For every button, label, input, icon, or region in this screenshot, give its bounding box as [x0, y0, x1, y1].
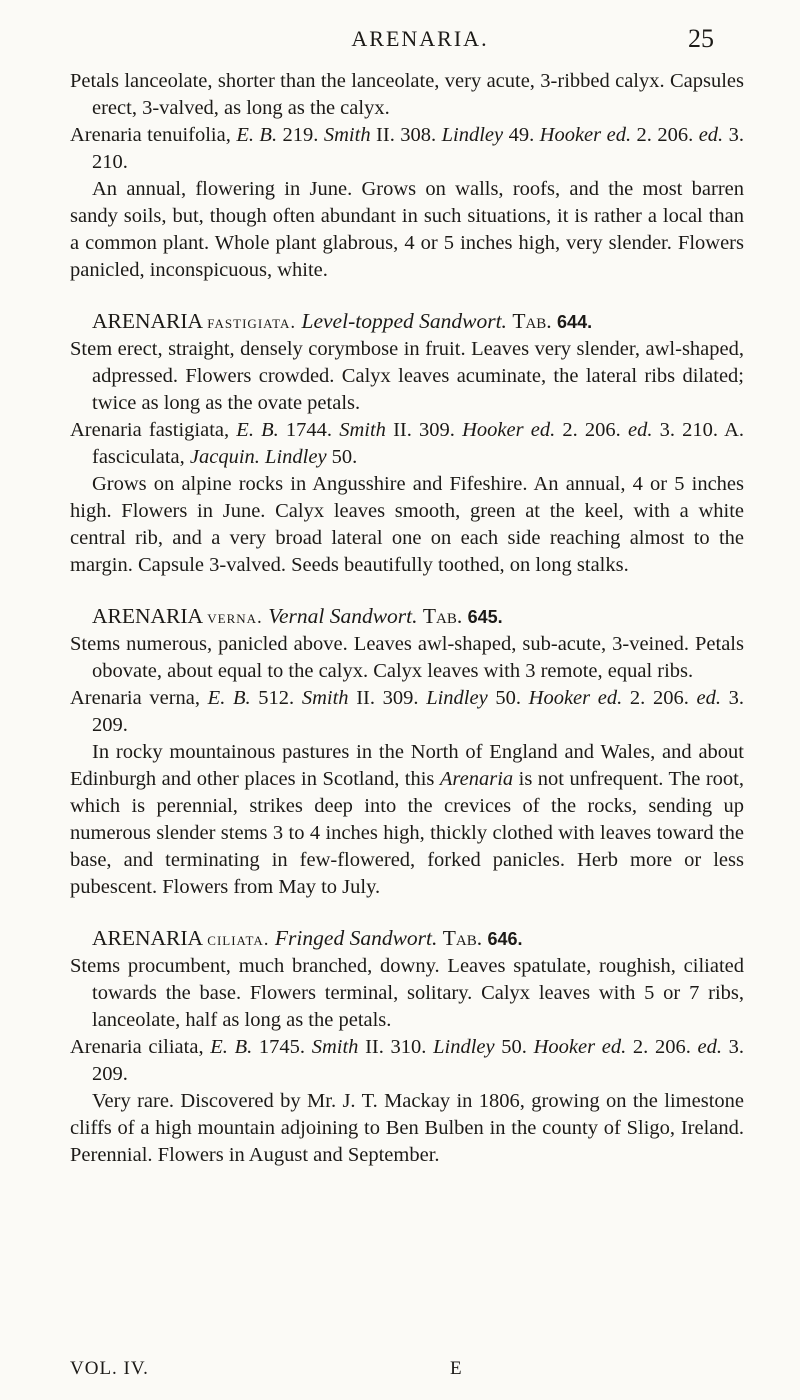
text-run: ed. [697, 1036, 722, 1058]
text-run: 49. [503, 124, 540, 146]
running-title: ARENARIA. [351, 26, 489, 51]
text-run: Lindley [265, 446, 327, 468]
text-run: 2. 206. [626, 1036, 698, 1058]
page-footer [70, 1358, 744, 1386]
text-run: Smith [311, 1036, 359, 1058]
tab-label: Tab. [442, 926, 483, 950]
species-description: Stems procumbent, much branched, downy. Leaves spatulate, roughish, ciliated towards the base. Flowers terminal, solitary. Calyx leaves with 5 or 7 ribs, lanceolate, half as long as the petals. [70, 955, 744, 1031]
text-run: 2. 206. [622, 687, 697, 709]
text-run: 1745. [252, 1036, 312, 1058]
common-name: Vernal Sandwort. [268, 604, 418, 628]
text-run: Hooker ed. [528, 687, 623, 709]
genus-name: ARENARIA [92, 604, 202, 628]
text-run: II. 309. [348, 687, 427, 709]
text-run: ed. [698, 124, 724, 146]
signature-mark: E [450, 1358, 462, 1379]
text-run: is not unfrequent. The root, which is perennial, strikes deep into the crevices of the rocks, sending up numerous slender stems 3 to 4 inches high, thickly clothed with leaves toward the base, and terminating in few-flowered, forked panicles. Herb more or less pubescent. Flowers from May to July. [70, 768, 744, 898]
tenuifolia-description: Petals lanceolate, shorter than the lanceolate, very acute, 3-ribbed calyx. Capsules erect, 3-valved, as long as the calyx. [70, 70, 744, 119]
text-run: 50. [326, 446, 358, 468]
species-description: Stem erect, straight, densely corymbose in fruit. Leaves very slender, awl-shaped, adpressed. Flowers crowded. Calyx leaves acuminate, the lateral ribs dilated; twice as long as the ovate petals. [70, 338, 744, 414]
species-heading [70, 925, 744, 953]
text-run: Hooker ed. [462, 419, 556, 441]
tenuifolia-notes: An annual, flowering in June. Grows on walls, roofs, and the most barren sandy soils, but, though often abundant in such situations, it is rather a local than a common plant. Whole plant glabrous, 4 or 5 inches high, very slender. Flowers panicled, inconspicuous, white. [70, 178, 744, 281]
tab-label: Tab. [512, 309, 552, 333]
tab-label: Tab. [422, 604, 463, 628]
text-run: Arenaria ciliata, [70, 1036, 211, 1058]
text-run: 2. 206. [555, 419, 628, 441]
text-run: 3. 210. A. fasciculata, [92, 419, 744, 468]
text-run: E. B. [236, 419, 279, 441]
text-run: Smith [339, 419, 386, 441]
text-run: Very rare. Discovered by Mr. J. T. Mackay in 1806, growing on the limestone cliffs of a high mountain adjoining to Ben Bulben in the county of Sligo, Ireland. Perennial. Flowers in August and September. [70, 1090, 744, 1166]
text-run: 1744. [278, 419, 340, 441]
species-epithet: ciliata. [207, 929, 270, 950]
species-heading [70, 603, 744, 631]
text-run: Arenaria fastigiata, [70, 419, 237, 441]
text-run: E. B. [210, 1036, 253, 1058]
text-run: 2. 206. [631, 124, 699, 146]
text-run: Grows on alpine rocks in Angusshire and Fifeshire. An annual, 4 or 5 inches high. Flowers in June. Calyx leaves smooth, green at the keel, with a white central rib, and a very broad lateral one on each side reaching almost to the margin. Capsule 3-valved. Seeds beautifully toothed, on long stalks. [70, 473, 744, 576]
page-number: 25 [688, 24, 714, 53]
text-run: In rocky mountainous pastures in the North of England and Wales, and about Edinburgh and other places in Scotland, this [70, 741, 744, 790]
text-run: Arenaria tenuifolia, [70, 124, 237, 146]
genus-name: ARENARIA [92, 926, 202, 950]
text-run: Smith [323, 124, 371, 146]
text-run: Arenaria verna, [70, 687, 208, 709]
text-run: ed. [696, 687, 721, 709]
text-run: 50. [494, 1036, 534, 1058]
text-run: 3. 209. [92, 687, 745, 736]
species-notes [70, 1088, 744, 1169]
tab-number: 645. [467, 607, 503, 627]
text-run: E. B. [236, 124, 278, 146]
tab-number: 644. [557, 312, 593, 332]
species-entries [70, 308, 744, 1169]
species-notes [70, 471, 744, 579]
tab-number: 646. [487, 929, 523, 949]
species-epithet: verna. [207, 607, 263, 628]
text-run: II. 308. [370, 124, 442, 146]
species-synonymy [70, 1034, 744, 1088]
page-body [70, 68, 744, 1169]
species-notes [70, 739, 744, 901]
text-run: Smith [301, 687, 349, 709]
common-name: Fringed Sandwort. [274, 926, 438, 950]
text-run: Hooker ed. [539, 124, 632, 146]
text-run: Lindley [441, 124, 504, 146]
species-epithet: fastigiata. [207, 312, 297, 333]
text-run: 3. 209. [92, 1036, 745, 1085]
page-header [0, 24, 800, 58]
text-run: 219. [277, 124, 324, 146]
tenuifolia-synonymy [70, 122, 744, 176]
species-heading [70, 308, 744, 336]
species-description: Stems numerous, panicled above. Leaves awl-shaped, sub-acute, 3-veined. Petals obovate, about equal to the calyx. Calyx leaves with 3 remote, equal ribs. [70, 633, 744, 682]
text-run: II. 310. [358, 1036, 434, 1058]
text-run: ed. [627, 419, 653, 441]
text-run: 3. 210. [92, 124, 745, 173]
text-run: Lindley [426, 687, 488, 709]
text-run: Jacquin. [189, 446, 260, 468]
species-synonymy [70, 685, 744, 739]
text-run: Lindley [433, 1036, 495, 1058]
text-run: Arenaria [439, 768, 514, 790]
text-run: 50. [487, 687, 529, 709]
species-synonymy [70, 417, 744, 471]
genus-name: ARENARIA [92, 309, 202, 333]
text-run: E. B. [207, 687, 251, 709]
text-run: 512. [250, 687, 302, 709]
volume-label: VOL. IV. [70, 1358, 149, 1379]
text-run: Hooker ed. [533, 1036, 627, 1058]
common-name: Level-topped Sandwort. [301, 309, 507, 333]
text-run: II. 309. [385, 419, 463, 441]
